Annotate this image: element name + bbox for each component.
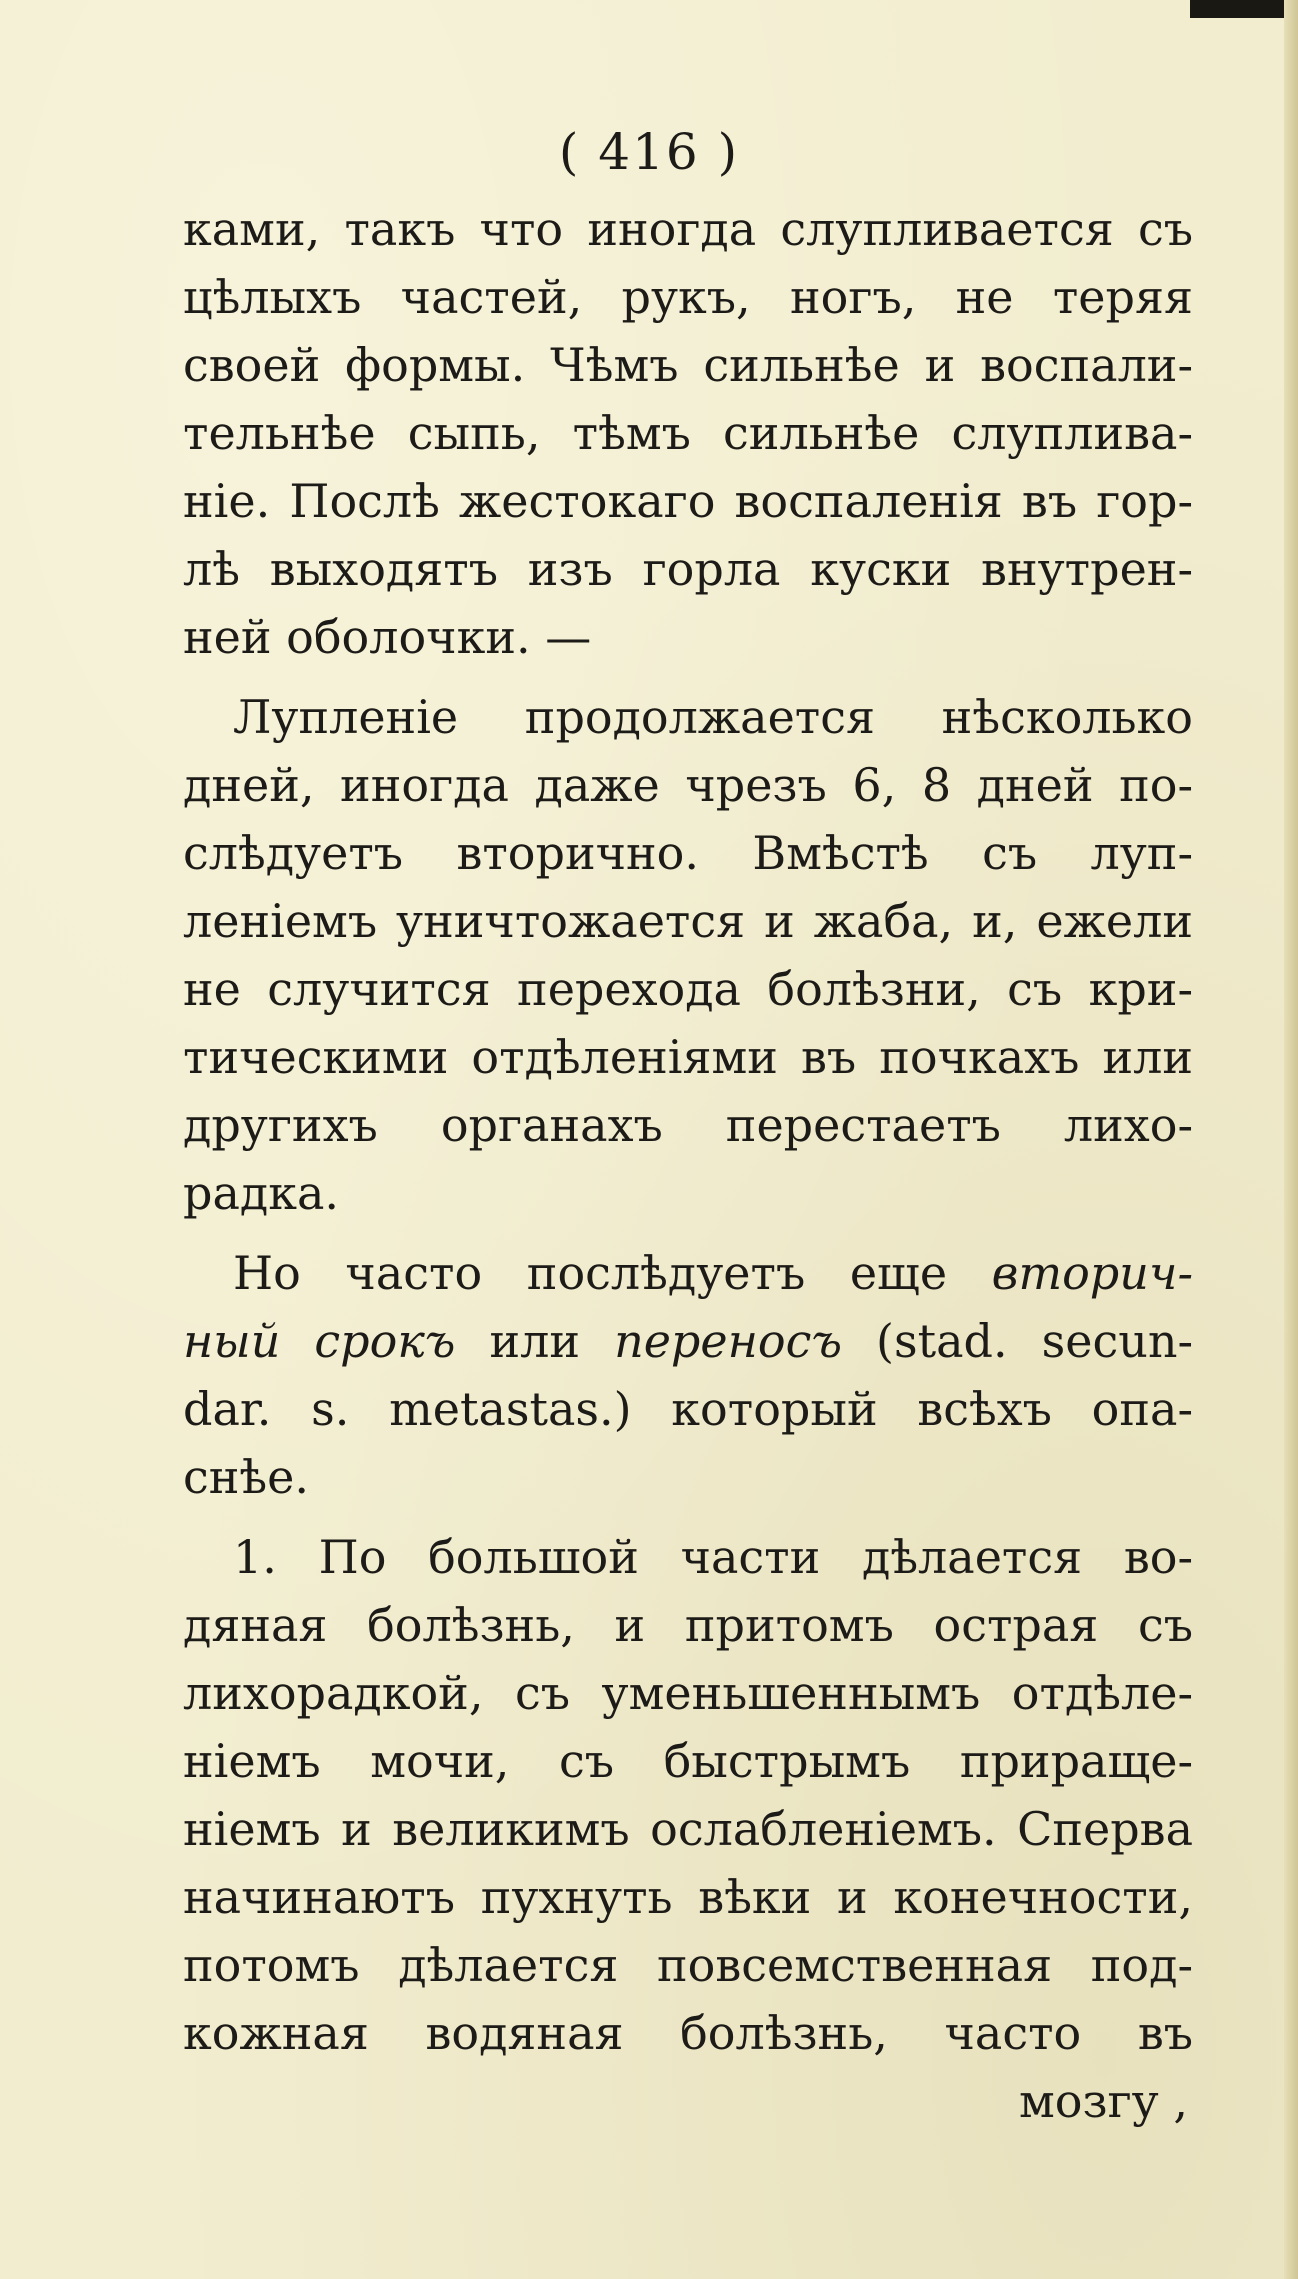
text-line: ніемъ и великимъ ослабленіемъ. Сперва <box>183 1802 1193 1856</box>
text-line: тельнѣе сыпь, тѣмъ сильнѣе слуплива- <box>183 406 1193 460</box>
text-line: снѣе. <box>183 1450 310 1504</box>
text-line: Лупленіе продолжается нѣсколько <box>233 690 1193 744</box>
text-line: ней оболочки. — <box>183 610 592 664</box>
body-text <box>183 195 1193 2135</box>
text-line: не случится перехода болѣзни, съ кри- <box>183 962 1193 1016</box>
text-line: начинаютъ пухнуть вѣки и конечности, <box>183 1870 1193 1924</box>
text-line: своей формы. Чѣмъ сильнѣе и воспали- <box>183 338 1193 392</box>
text-line <box>183 1307 1193 1375</box>
text-line: кожная водяная болѣзнь, часто въ <box>183 2006 1193 2060</box>
page-number: ( 416 ) <box>558 123 740 181</box>
scan-edge-top <box>1190 0 1298 18</box>
italic-term: переносъ <box>614 1314 843 1368</box>
text-run: Но часто послѣдуетъ еще <box>233 1246 992 1300</box>
catchword: мозгу , <box>1019 2074 1188 2128</box>
text-line: ніемъ мочи, съ быстрымъ приращe- <box>183 1734 1193 1788</box>
text-line <box>183 1239 1193 1307</box>
text-line: дней, иногда даже чрезъ 6, 8 дней по- <box>183 758 1193 812</box>
text-line: дяная болѣзнь, и притомъ острая съ <box>183 1598 1193 1652</box>
text-line: ками, такъ что иногда слупливается съ <box>183 202 1193 256</box>
text-line: радка. <box>183 1166 339 1220</box>
text-line: ніе. Послѣ жестокаго воспаленія въ гор- <box>183 474 1193 528</box>
text-line: dar. s. metastas.) который всѣхъ опа- <box>183 1382 1193 1436</box>
italic-term: вторич- <box>991 1246 1193 1300</box>
text-line: леніемъ уничтожается и жаба, и, ежели <box>183 894 1193 948</box>
text-line: тическими отдѣленіями въ почкахъ или <box>183 1030 1193 1084</box>
text-line: 1. По большой части дѣлается во- <box>233 1530 1193 1584</box>
italic-term: ный срокъ <box>183 1314 456 1368</box>
text-line: цѣлыхъ частей, рукъ, ногъ, не теряя <box>183 270 1193 324</box>
text-line: лихорадкой, съ уменьшеннымъ отдѣле- <box>183 1666 1193 1720</box>
text-run: (stad. secun- <box>842 1314 1193 1368</box>
text-run: или <box>455 1314 615 1368</box>
text-line: потомъ дѣлается повсемственная под- <box>183 1938 1193 1992</box>
scan-edge-right <box>1284 0 1298 2279</box>
text-line: слѣдуетъ вторично. Вмѣстѣ съ луп- <box>183 826 1193 880</box>
text-line: другихъ органахъ перестаетъ лихо- <box>183 1098 1193 1152</box>
text-line: лѣ выходятъ изъ горла куски внутрен- <box>183 542 1193 596</box>
